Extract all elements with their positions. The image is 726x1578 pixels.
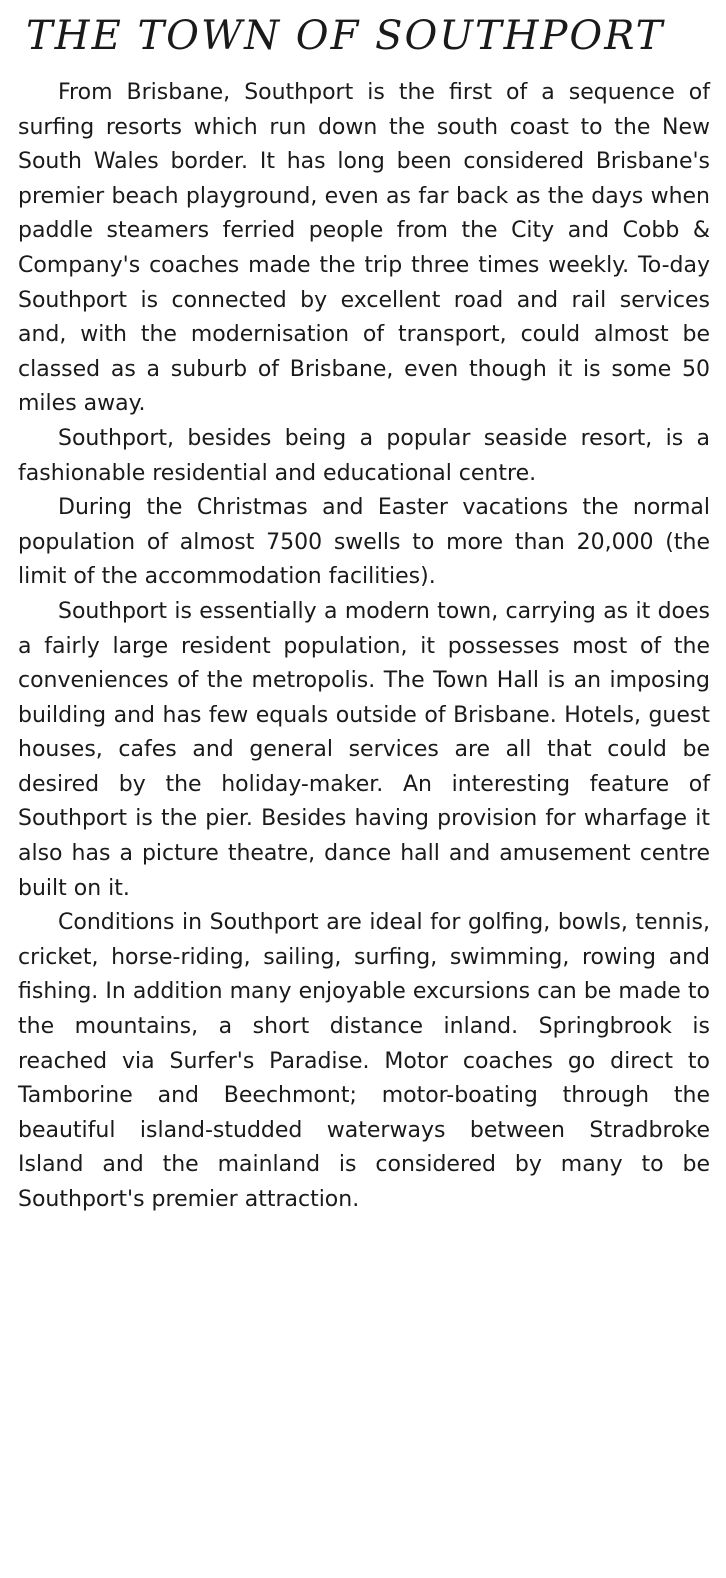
paragraph-population: During the Christmas and Easter vacations the normal population of almost 7500 swells to more than 20,000 (the limit of the accommodation facilities). [18, 495, 710, 590]
paragraph-residential: Southport, besides being a popular seaside resort, is a fashionable residential and educational centre. [18, 425, 710, 486]
article-headline: THE TOWN OF SOUTHPORT [26, 13, 665, 59]
article [18, 12, 710, 1218]
paragraph-conditions: Conditions in Southport are ideal for golfing, bowls, tennis, cricket, horse-riding, sailing, surfing, swimming, rowing and fishing. In addition many enjoyable excursions can be made to the mountains, a short distance inland. Springbrook is reached via Surfer's Paradise. Motor coaches go direct to Tamborine and Beechmont; motor-boating through the beautiful island-studded waterways between Stradbroke Island and the mainland is considered by many to be Southport's premier attraction. [18, 910, 710, 1212]
paragraph-intro: From Brisbane, Southport is the first of a sequence of surfing resorts which run down the south coast to the New South Wales border. It has long been considered Brisbane's premier beach playground, even as far back as the days when paddle steamers ferried people from the City and Cobb & Company's coaches made the trip three times weekly. To-day Southport is connected by excellent road and rail services and, with the modernisation of transport, could almost be classed as a suburb of Brisbane, even though it is some 50 miles away. [18, 80, 710, 417]
paragraph-modern-town: Southport is essentially a modern town, carrying as it does a fairly large resident population, it possesses most of the conveniences of the metropolis. The Town Hall is an imposing building and has few equals outside of Brisbane. Hotels, guest houses, cafes and general services are all that could be desired by the holiday-maker. An interesting feature of Southport is the pier. Besides having provision for wharfage it also has a picture theatre, dance hall and amusement centre built on it. [18, 598, 710, 901]
